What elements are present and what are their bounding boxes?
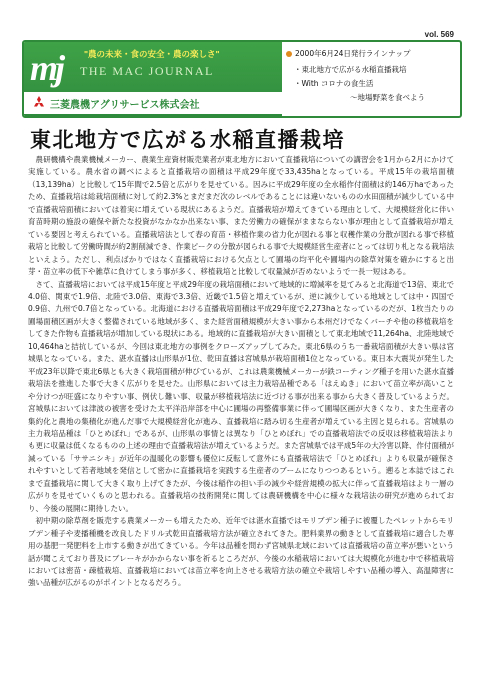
volume-number: vol. 569	[424, 30, 454, 39]
lineup-item: 〜地場野菜を食べよう	[350, 93, 425, 102]
issue-lineup	[286, 44, 456, 112]
company-strip	[24, 92, 282, 114]
issue-date: 2000年6月24日発行ラインナップ	[295, 49, 411, 58]
mj-logo: mj	[30, 48, 63, 88]
journal-name: THE MAC JOURNAL	[80, 64, 214, 78]
article-paragraph: さて、直播栽培においては平成15年度と平成29年度の栽培面積において地域的に増減率を見てみると北海道で13倍、東北で4.0倍、関東で1.9倍、北陸で3.0倍、東海で3.3倍、近畿で1.5倍と増えているが、逆に減少している地域としては中・四国で0.9倍、九州で0.7倍となっている。北海道における直播栽培面積は平成29年度で2,273haとなっているのだが、1枚当たりの圃場面積区画が大きく整備されている地域が多く、また経営面積規模が大きい事から本州だけでなくバーチや他の移植栽培をしてきた作物も直播栽培が増加している現状にある。地域的に直播栽培が大きい面積として東北地域で11,264ha、北陸地域で10,464haと拮抗しているが、今回は東北地方の事例をクローズアップしてみた。東北6県のうち一番栽培面積が大きい県は宮城県となっている。また、湛水直播は山形県が1位、乾田直播は宮城県が栽培面積1位となっている。東日本大震災が発生した平成23年以降で東北6県とも大きく栽培面積が伸びているが、これは農業機械メーカーが鉄コーティング種子を用いた湛水直播栽培法を推進した事で大きく広がりを見せた。山形県においては主力栽培品種である「はえぬき」において苗立率が高いことや分けつが旺盛になりやすい事、例伏し難い事、収量が移植栽培法に近づける事が出来る事から大きく普及しているようだ。宮城県においては津波の被害を受けた太平洋沿岸部を中心に圃場の再整備事業に伴って圃場区画が大きくなり、また生産者の集約化と農地の集積化が進んだ事で大規模経営化が進み、直播栽培に踏み切る生産者が増えている主因と見られる。宮城県の主力栽培品種は「ひとめぼれ」であるが、山形県の事情とは異なり「ひとめぼれ」での直播栽培法での反収は移植栽培法よりも更に収量は低くなるものの上述の理由で直播栽培法が増えているようだ。また宮城県では平成5年の大冷害以降、作付面積が減っている「ササニシキ」が近年の温暖化の影響も優位に反転して意外にも直播栽培法で「ひとめぼれ」よりも収量が確保されやすいとして若者地域を発信として密かに直播栽培を実践する生産者のブームになりつつあるという。遡ると本誌ではこれまで直播栽培に関して大きく取り上げてきたが、今後は稲作の担い手の減少や経営規模の拡大に伴って直播栽培はより一層の広がりを見せていくものと思われる。直播栽培の技術開発に関しては農研機構を中心に様々な栽培法の研究が進められており、今後の展開に期待したい。	[28, 279, 454, 513]
article-title: 東北地方で広がる水稲直播栽培	[30, 128, 345, 152]
bullet-icon	[286, 51, 292, 57]
lineup-item: ・東北地方で広がる水稲直播栽培	[294, 65, 407, 74]
article-paragraph: 農研機構や農業機械メーカー、農業生産資材販売業者が東北地方において直播栽培についての講習会を1月から2月にかけて実施している。農水省の調べによると直播栽培の面積は平成29年度で33,435haとなっている。平成15年の栽培面積（13,139ha）と比較して15年間で2.5倍と広がりを見せている。因みに平成29年度の全水稲作付面積は約146万haであったため、直播栽培は総栽培面積に対して約2.3%とまだまだ次のレベルであることには違いないものの水田面積が減少している中で直播栽培面積においては着実に増えている現状にあるようだ。直播栽培が増えてきている理由として、大規模経営化に伴い育苗時期の施設の確保や新たな投資がなかなか出来ない事、また労働力の確保がままならない事が理由として直播栽培が増えている要因と考えられている。直播栽培法として春の育苗・移植作業の省力化が図れる事と収穫作業の分散が図れる事で移植栽培と比較して労働時間が約2割削減でき、作業ピークの分散が図られる事で大規模経営生産者にとっては切り札となる栽培法といえよう。ただし、利点ばかりではなく直播栽培における欠点として圃場の均平化や圃場内の除草対策を確かにすると出芽・苗立率の低下や雑草に負けてしまう事が多く、移植栽培と比較して収量減が否めないようで一長一短はある。	[28, 155, 454, 277]
journal-slogan: "農の未来・食の安全・農の楽しさ"	[84, 49, 220, 59]
mitsubishi-diamonds-icon	[32, 96, 46, 110]
article-body	[28, 154, 454, 590]
article-paragraph: 初中期の除草剤を販売する農業メーカーも増えたため、近年では湛水直播ではモリブデン種子に被覆したペレットからモリブデン種子や麦播種機を改良したドリル式乾田直播栽培方法が確立されてきた。肥料業界の動きとして直播栽培に適合した専用の基肥一発肥料を上市する動きが出てきている。今年は品種を問わず宮城県北域においては直播栽培の苗立率が悪いという話が聞こえており普及にブレーキがかからない事を祈るところだが、今後の水稲栽培においては大規模化が進む中で移植栽培においては密苗・疎植栽培、直播栽培においては苗立率を向上させる栽培方法の確立や栽培しやすい品種の導入、高温障害に強い品種が広がるのがポイントとなるだろう。	[28, 516, 454, 588]
journal-banner	[22, 40, 462, 118]
banner-logo-panel	[24, 42, 282, 116]
company-name: 三菱農機アグリサービス株式会社	[50, 100, 200, 111]
lineup-item: ・With コロナの食生活	[294, 79, 374, 88]
issue-date-line	[286, 48, 411, 59]
